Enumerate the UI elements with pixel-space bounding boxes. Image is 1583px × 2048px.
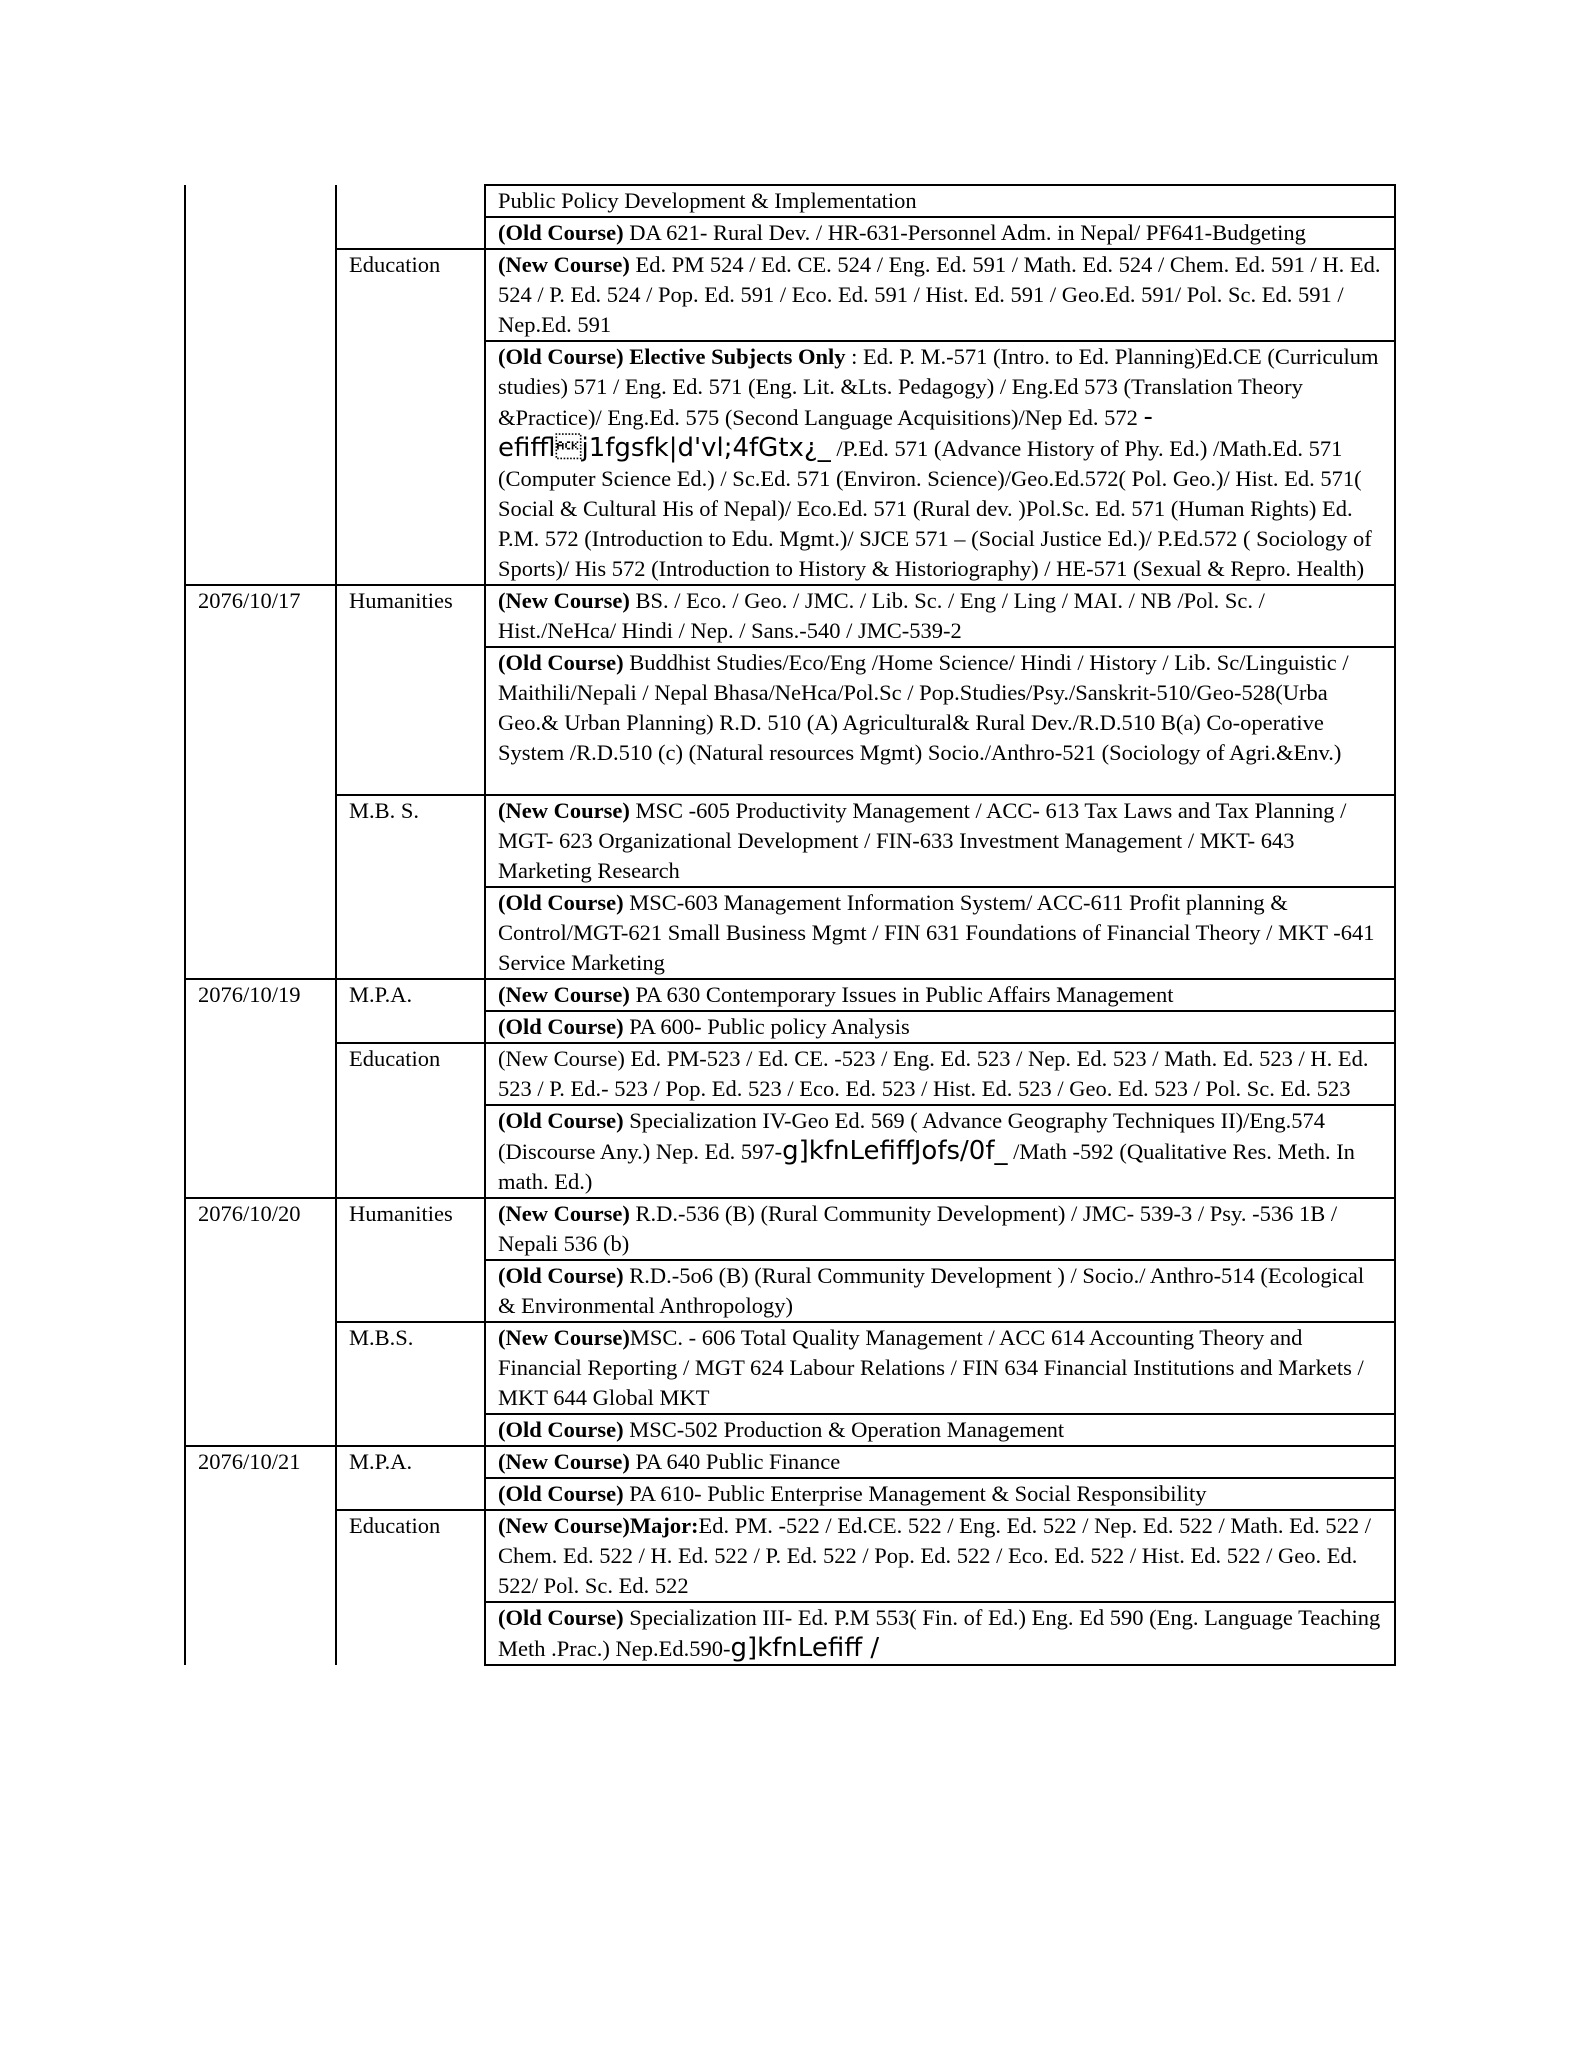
course-list-text: DA 621- Rural Dev. / HR-631-Personnel Adm. in Nepal/ PF641-Budgeting [623, 220, 1306, 245]
course-subjects [485, 1510, 1395, 1602]
course-list-text: MSC-603 Management Information System/ ACC-611 Profit planning & Control/MGT-621 Small Business Mgmt / FIN 631 Foundations of Financial Theory / MKT -641 Service Marketing [498, 890, 1375, 975]
course-subjects [485, 1105, 1395, 1198]
course-type-label: (Old Course) Elective Subjects Only [498, 344, 846, 369]
exam-schedule-page [184, 184, 1394, 1666]
course-type-label: (Old Course) [498, 1481, 624, 1506]
course-list-text: PA 610- Public Enterprise Management & Social Responsibility [623, 1481, 1207, 1506]
schedule-row [185, 1322, 1395, 1414]
course-list-text: MSC -605 Productivity Management / ACC- 613 Tax Laws and Tax Planning / MGT- 623 Organizational Development / FIN-633 Investment Management / MKT- 643 Marketing Research [498, 798, 1347, 883]
course-type-label: (New Course) [498, 588, 630, 613]
course-list-text: MSC-502 Production & Operation Management [623, 1417, 1065, 1442]
course-type-label: (Old Course) [498, 1605, 624, 1630]
course-subjects [485, 585, 1395, 647]
course-subjects [485, 887, 1395, 979]
course-list-text: PA 600- Public policy Analysis [623, 1014, 910, 1039]
course-subjects [485, 1602, 1395, 1665]
faculty-name: Humanities [336, 585, 485, 795]
course-subjects [485, 341, 1395, 585]
course-subjects [485, 1260, 1395, 1322]
schedule-row [185, 979, 1395, 1011]
course-list-text: : Ed. P. M.-571 (Intro. to Ed. Planning)Ed.CE (Curriculum studies) 571 / Eng. Ed. 571 (Eng. Lit. &Lts. Pedagogy) / Eng.Ed 573 (Translation Theory &Practice)/ Eng.Ed. 575 (Second Language Acquisitions)/Nep Ed. 572 [498, 344, 1379, 430]
course-list-text: Buddhist Studies/Eco/Eng /Home Science/ Hindi / History / Lib. Sc/Linguistic / Maithili/Nepali / Nepal Bhasa/NeHca/Pol.Sc / Pop.Studies/Psy./Sanskrit-510/Geo-528(Urba Geo.& Urban Planning) R.D. 510 (A) Agricultural& Rural Dev./R.D.510 B(a) Co-operative System /R.D.510 (c) (Natural resources Mgmt) Socio./Anthro-521 (Sociology of Agri.&Env.) [498, 650, 1349, 765]
course-list-text: Public Policy Development & Implementation [498, 188, 917, 213]
faculty-name: Humanities [336, 1198, 485, 1322]
exam-date: 2076/10/20 [185, 1198, 336, 1446]
course-type-label: (New Course) [498, 1325, 630, 1350]
course-type-label: (New Course)Major: [498, 1513, 699, 1538]
course-type-label: (Old Course) [498, 1014, 624, 1039]
course-type-label: (New Course) [498, 1449, 630, 1474]
nepali-font-text: -efifflj1fgsfk|d'vl;4fGtx¿_ [498, 402, 1153, 463]
course-type-label: (New Course) [498, 1201, 630, 1226]
course-subjects [485, 1322, 1395, 1414]
exam-date [185, 185, 336, 585]
course-type-label: (New Course) [498, 798, 630, 823]
exam-schedule-table [184, 184, 1396, 1666]
schedule-row [185, 185, 1395, 217]
schedule-row [185, 1446, 1395, 1478]
course-type-label: (Old Course) [498, 1108, 624, 1133]
schedule-row [185, 1043, 1395, 1105]
course-subjects [485, 1011, 1395, 1043]
course-list-text: Ed. PM 524 / Ed. CE. 524 / Eng. Ed. 591 / Math. Ed. 524 / Chem. Ed. 591 / H. Ed. 524 / P. Ed. 524 / Pop. Ed. 591 / Eco. Ed. 591 / Hist. Ed. 591 / Geo.Ed. 591/ Pol. Sc. Ed. 591 / Nep.Ed. 591 [498, 252, 1381, 337]
exam-date: 2076/10/21 [185, 1446, 336, 1665]
course-list-text: PA 630 Contemporary Issues in Public Affairs Management [629, 982, 1174, 1007]
schedule-row [185, 249, 1395, 341]
course-subjects [485, 217, 1395, 249]
schedule-row [185, 1510, 1395, 1602]
faculty-name: Education [336, 249, 485, 585]
course-list-text: Specialization III- Ed. P.M 553( Fin. of Ed.) Eng. Ed 590 (Eng. Language Teaching Meth .Prac.) Nep.Ed.590- [498, 1605, 1381, 1661]
schedule-row [185, 795, 1395, 887]
course-list-text: BS. / Eco. / Geo. / JMC. / Lib. Sc. / Eng / Ling / MAI. / NB /Pol. Sc. / Hist./NeHca/ Hindi / Nep. / Sans.-540 / JMC-539-2 [498, 588, 1265, 643]
course-subjects [485, 1478, 1395, 1510]
course-subjects [485, 185, 1395, 217]
course-subjects [485, 1446, 1395, 1478]
faculty-name: M.P.A. [336, 1446, 485, 1510]
course-type-label: (Old Course) [498, 1417, 624, 1442]
faculty-name: M.B. S. [336, 795, 485, 979]
exam-date: 2076/10/17 [185, 585, 336, 979]
course-list-text: R.D.-5o6 (B) (Rural Community Development ) / Socio./ Anthro-514 (Ecological & Environmental Anthropology) [498, 1263, 1365, 1318]
course-type-label: (New Course) [498, 252, 630, 277]
nepali-font-text: g]kfnLefiffJofs/0f_ [782, 1136, 1008, 1166]
course-subjects [485, 979, 1395, 1011]
course-type-label: (Old Course) [498, 1263, 624, 1288]
course-list-text: R.D.-536 (B) (Rural Community Development) / JMC- 539-3 / Psy. -536 1B / Nepali 536 (b) [498, 1201, 1338, 1256]
faculty-name: Education [336, 1510, 485, 1665]
course-list-text-continued: /Math -592 (Qualitative Res. Meth. In math. Ed.) [498, 1139, 1355, 1194]
course-type-label: (Old Course) [498, 890, 624, 915]
exam-date: 2076/10/19 [185, 979, 336, 1198]
faculty-name: Education [336, 1043, 485, 1198]
course-list-text-continued: /P.Ed. 571 (Advance History of Phy. Ed.) /Math.Ed. 571 (Computer Science Ed.) / Sc.Ed. 571 (Environ. Science)/Geo.Ed.572( Pol. Geo.)/ Hist. Ed. 571( Social & Cultural His of Nepal)/ Eco.Ed. 571 (Rural dev. )Pol.Sc. Ed. 571 (Human Rights) Ed. P.M. 572 (Introduction to Edu. Mgmt.)/ SJCE 571 – (Social Justice Ed.)/ P.Ed.572 ( Sociology of Sports)/ His 572 (Introduction to History & Historiography) / HE-571 (Sexual & Repro. Health) [498, 436, 1372, 581]
course-subjects [485, 795, 1395, 887]
course-list-text: (New Course) Ed. PM-523 / Ed. CE. -523 / Eng. Ed. 523 / Nep. Ed. 523 / Math. Ed. 523 / H. Ed. 523 / P. Ed.- 523 / Pop. Ed. 523 / Eco. Ed. 523 / Hist. Ed. 523 / Geo. Ed. 523 / Pol. Sc. Ed. 523 [498, 1046, 1369, 1101]
schedule-row [185, 585, 1395, 647]
course-type-label: (Old Course) [498, 220, 624, 245]
course-subjects [485, 249, 1395, 341]
course-list-text: PA 640 Public Finance [629, 1449, 841, 1474]
nepali-font-text: g]kfnLefiff / [730, 1633, 880, 1663]
course-subjects [485, 1198, 1395, 1260]
course-list-text: Ed. PM. -522 / Ed.CE. 522 / Eng. Ed. 522 / Nep. Ed. 522 / Math. Ed. 522 / Chem. Ed. 522 / H. Ed. 522 / P. Ed. 522 / Pop. Ed. 522 / Eco. Ed. 522 / Hist. Ed. 522 / Geo. Ed. 522/ Pol. Sc. Ed. 522 [498, 1513, 1372, 1598]
course-type-label: (New Course) [498, 982, 630, 1007]
course-type-label: (Old Course) [498, 650, 624, 675]
course-list-text: MSC. - 606 Total Quality Management / ACC 614 Accounting Theory and Financial Reporting / MGT 624 Labour Relations / FIN 634 Financial Institutions and Markets / MKT 644 Global MKT [498, 1325, 1364, 1410]
schedule-row [185, 1198, 1395, 1260]
course-subjects [485, 1414, 1395, 1446]
course-subjects [485, 647, 1395, 795]
course-list-text: Specialization IV-Geo Ed. 569 ( Advance Geography Techniques II)/Eng.574 (Discourse Any.) Nep. Ed. 597- [498, 1108, 1325, 1164]
schedule-body [185, 185, 1395, 1665]
course-subjects [485, 1043, 1395, 1105]
faculty-name: M.P.A. [336, 979, 485, 1043]
faculty-name: M.B.S. [336, 1322, 485, 1446]
faculty-name [336, 185, 485, 249]
